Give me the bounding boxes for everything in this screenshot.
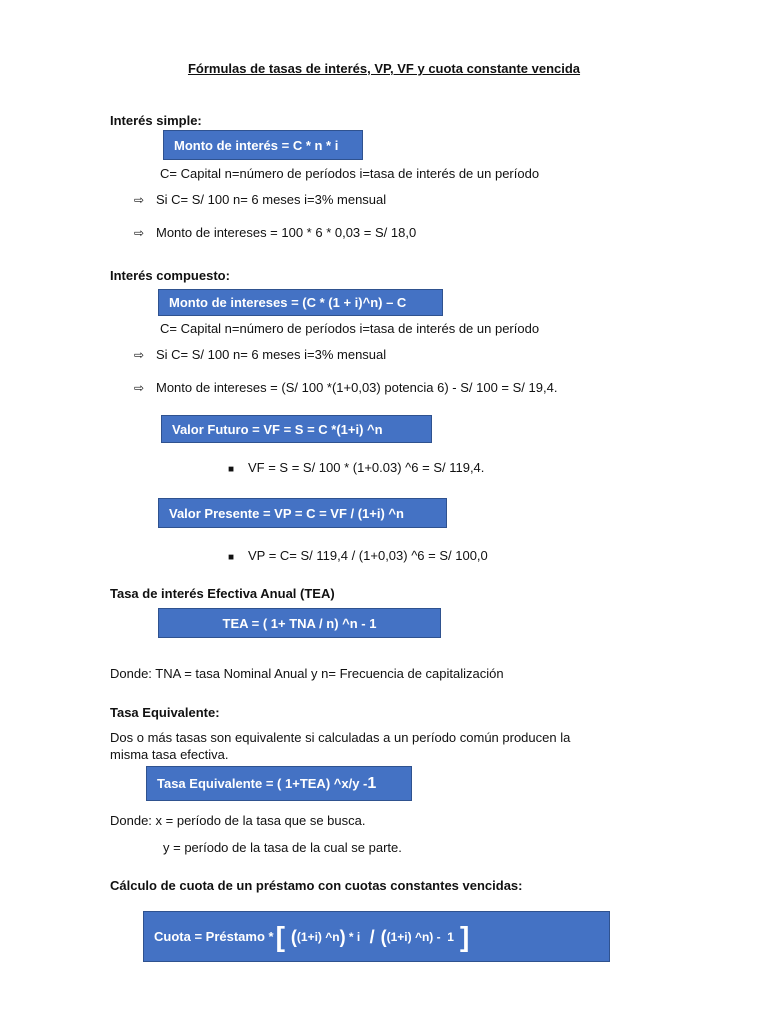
arrow-icon: ⇨ xyxy=(134,226,145,240)
equivalente-formula-one: 1 xyxy=(367,774,377,792)
tea-heading: Tasa de interés Efectiva Anual (TEA) xyxy=(110,586,335,601)
vf-formula: Valor Futuro = VF = S = C *(1+i) ^n xyxy=(172,421,383,437)
compuesto-heading: Interés compuesto: xyxy=(110,268,230,283)
equivalente-donde-x: Donde: x = período de la tasa que se busca. xyxy=(110,813,366,828)
cuota-term-1: (1+i) ^n xyxy=(296,929,340,944)
vp-formula: Valor Presente = VP = C = VF / (1+i) ^n xyxy=(169,505,404,521)
square-bullet-icon: ■ xyxy=(228,464,235,475)
equivalente-donde-y: y = período de la tasa de la cual se parte. xyxy=(163,840,402,855)
equivalente-heading: Tasa Equivalente: xyxy=(110,705,220,720)
cuota-formula-box xyxy=(143,911,610,962)
cuota-heading: Cálculo de cuota de un préstamo con cuotas constantes vencidas: xyxy=(110,878,523,893)
simple-heading: Interés simple: xyxy=(110,113,202,128)
page-title: Fórmulas de tasas de interés, VP, VF y cuota constante vencida xyxy=(187,61,581,76)
arrow-icon: ⇨ xyxy=(134,348,145,362)
cuota-open-bracket: [ xyxy=(275,920,285,952)
simple-formula: Monto de interés = C * n * i xyxy=(174,137,339,153)
cuota-term-2: (1+i) ^n) - 1 xyxy=(386,929,454,944)
equivalente-desc-2: misma tasa efectiva. xyxy=(110,747,229,762)
simple-example-1: ⇨ Si C= S/ 100 n= 6 meses i=3% mensual xyxy=(134,192,387,207)
cuota-open-paren-1: ( xyxy=(290,926,297,947)
cuota-open-paren-2: ( xyxy=(380,926,387,947)
compuesto-formula: Monto de intereses = (C * (1 + i)^n) – C xyxy=(169,295,407,310)
cuota-slash: / xyxy=(369,926,375,947)
tea-formula-box xyxy=(158,608,441,638)
equivalente-formula-box xyxy=(146,766,412,801)
cuota-close-paren-1: ) xyxy=(339,926,346,947)
compuesto-example-1: ⇨ Si C= S/ 100 n= 6 meses i=3% mensual xyxy=(134,347,387,362)
arrow-icon: ⇨ xyxy=(134,193,145,207)
equivalente-desc-1: Dos o más tasas son equivalente si calculadas a un período común producen la xyxy=(110,730,571,745)
compuesto-example-2: ⇨ Monto de intereses = (S/ 100 *(1+0,03) potencia 6) - S/ 100 = S/ 19,4. xyxy=(134,380,558,395)
simple-formula-box xyxy=(163,130,363,160)
cuota-close-bracket: ] xyxy=(459,920,470,952)
simple-example-2: ⇨ Monto de intereses = 100 * 6 * 0,03 = S/ 18,0 xyxy=(134,225,417,240)
cuota-times-i: * i xyxy=(345,929,364,944)
vp-example: ■ VP = C= S/ 119,4 / (1+0,03) ^6 = S/ 100,0 xyxy=(228,548,488,563)
cuota-label: Cuota = Préstamo * xyxy=(154,929,274,944)
simple-vars: C= Capital n=número de períodos i=tasa de interés de un período xyxy=(160,166,540,181)
compuesto-formula-box xyxy=(158,289,443,316)
square-bullet-icon: ■ xyxy=(228,552,235,563)
arrow-icon: ⇨ xyxy=(134,381,145,395)
equivalente-formula: Tasa Equivalente = ( 1+TEA) ^x/y - xyxy=(157,776,368,791)
compuesto-vars: C= Capital n=número de períodos i=tasa de interés de un período xyxy=(160,321,540,336)
tea-donde: Donde: TNA = tasa Nominal Anual y n= Frecuencia de capitalización xyxy=(110,666,504,681)
tea-formula: TEA = ( 1+ TNA / n) ^n - 1 xyxy=(222,615,377,631)
vp-formula-box xyxy=(158,498,447,528)
vf-example: ■ VF = S = S/ 100 * (1+0.03) ^6 = S/ 119,4. xyxy=(228,460,485,475)
vf-formula-box xyxy=(161,415,432,443)
